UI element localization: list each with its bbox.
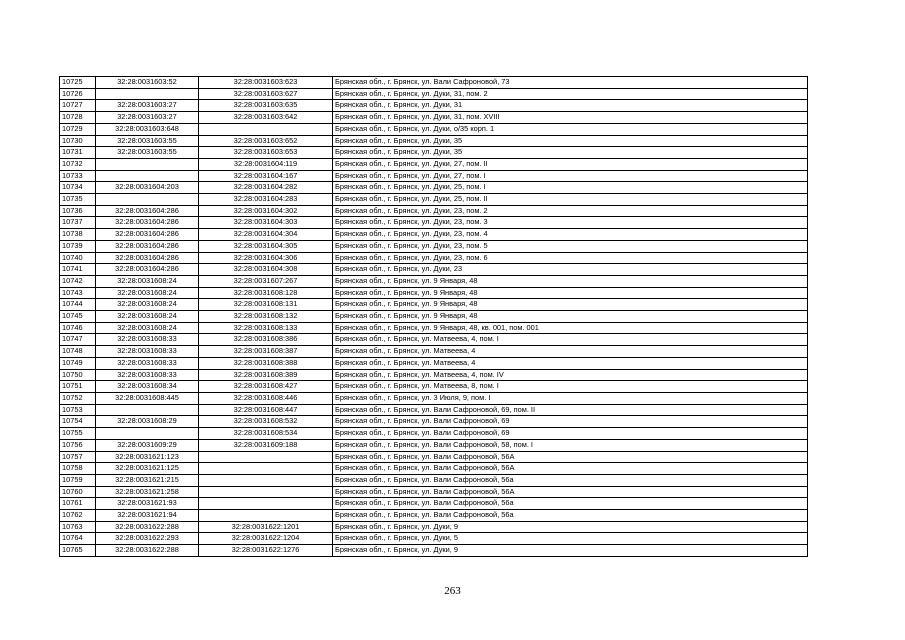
building-cadastral-number-cell: 32:28:0031608:133	[199, 322, 333, 334]
building-cadastral-number-cell: 32:28:0031603:653	[199, 147, 333, 159]
table-row	[60, 229, 808, 241]
land-cadastral-number-cell: 32:28:0031608:24	[96, 311, 199, 323]
table-row	[60, 299, 808, 311]
land-cadastral-number-cell: 32:28:0031604:286	[96, 229, 199, 241]
land-cadastral-number-cell: 32:28:0031604:203	[96, 182, 199, 194]
table-row	[60, 194, 808, 206]
table-row	[60, 147, 808, 159]
land-cadastral-number-cell: 32:28:0031608:33	[96, 357, 199, 369]
row-number-cell: 10753	[60, 404, 96, 416]
row-number-cell: 10750	[60, 369, 96, 381]
address-cell: Брянская обл., г. Брянск, ул. Матвеева, 4	[333, 357, 808, 369]
records-table-body	[60, 77, 808, 557]
land-cadastral-number-cell: 32:28:0031608:33	[96, 369, 199, 381]
table-row	[60, 264, 808, 276]
building-cadastral-number-cell	[199, 486, 333, 498]
address-cell: Брянская обл., г. Брянск, ул. Вали Сафроновой, 69	[333, 416, 808, 428]
address-cell: Брянская обл., г. Брянск, ул. Дуки, 27, пом. II	[333, 158, 808, 170]
address-cell: Брянская обл., г. Брянск, ул. Дуки, 23, пом. 2	[333, 205, 808, 217]
row-number-cell: 10762	[60, 510, 96, 522]
land-cadastral-number-cell	[96, 88, 199, 100]
building-cadastral-number-cell: 32:28:0031603:642	[199, 112, 333, 124]
building-cadastral-number-cell: 32:28:0031608:446	[199, 392, 333, 404]
land-cadastral-number-cell: 32:28:0031608:24	[96, 299, 199, 311]
table-row	[60, 135, 808, 147]
address-cell: Брянская обл., г. Брянск, ул. Дуки, 35	[333, 135, 808, 147]
address-cell: Брянская обл., г. Брянск, ул. Вали Сафроновой, 56А	[333, 463, 808, 475]
land-cadastral-number-cell: 32:28:0031603:52	[96, 77, 199, 89]
row-number-cell: 10763	[60, 521, 96, 533]
building-cadastral-number-cell: 32:28:0031608:387	[199, 346, 333, 358]
land-cadastral-number-cell: 32:28:0031603:27	[96, 100, 199, 112]
records-table	[59, 76, 808, 557]
land-cadastral-number-cell: 32:28:0031603:55	[96, 147, 199, 159]
row-number-cell: 10726	[60, 88, 96, 100]
table-row	[60, 369, 808, 381]
address-cell: Брянская обл., г. Брянск, ул. Вали Сафроновой, 56а	[333, 510, 808, 522]
address-cell: Брянская обл., г. Брянск, ул. Дуки, 9	[333, 545, 808, 557]
building-cadastral-number-cell: 32:28:0031604:167	[199, 170, 333, 182]
building-cadastral-number-cell: 32:28:0031604:303	[199, 217, 333, 229]
land-cadastral-number-cell	[96, 428, 199, 440]
address-cell: Брянская обл., г. Брянск, ул. Вали Сафроновой, 56А	[333, 451, 808, 463]
address-cell: Брянская обл., г. Брянск, ул. 9 Января, 48	[333, 311, 808, 323]
building-cadastral-number-cell: 32:28:0031603:635	[199, 100, 333, 112]
land-cadastral-number-cell: 32:28:0031608:33	[96, 346, 199, 358]
row-number-cell: 10752	[60, 392, 96, 404]
row-number-cell: 10736	[60, 205, 96, 217]
row-number-cell: 10747	[60, 334, 96, 346]
table-row	[60, 158, 808, 170]
land-cadastral-number-cell: 32:28:0031604:286	[96, 240, 199, 252]
table-row	[60, 392, 808, 404]
land-cadastral-number-cell	[96, 158, 199, 170]
building-cadastral-number-cell: 32:28:0031609:188	[199, 439, 333, 451]
row-number-cell: 10728	[60, 112, 96, 124]
row-number-cell: 10740	[60, 252, 96, 264]
building-cadastral-number-cell: 32:28:0031604:119	[199, 158, 333, 170]
table-row	[60, 170, 808, 182]
land-cadastral-number-cell: 32:28:0031622:288	[96, 545, 199, 557]
land-cadastral-number-cell: 32:28:0031608:24	[96, 287, 199, 299]
table-row	[60, 205, 808, 217]
table-row	[60, 217, 808, 229]
building-cadastral-number-cell: 32:28:0031604:306	[199, 252, 333, 264]
building-cadastral-number-cell	[199, 510, 333, 522]
row-number-cell: 10755	[60, 428, 96, 440]
land-cadastral-number-cell: 32:28:0031609:29	[96, 439, 199, 451]
address-cell: Брянская обл., г. Брянск, ул. 9 Января, 48	[333, 275, 808, 287]
address-cell: Брянская обл., г. Брянск, ул. Дуки, 23, пом. 6	[333, 252, 808, 264]
table-row	[60, 112, 808, 124]
land-cadastral-number-cell: 32:28:0031621:215	[96, 474, 199, 486]
building-cadastral-number-cell: 32:28:0031608:534	[199, 428, 333, 440]
land-cadastral-number-cell: 32:28:0031608:33	[96, 334, 199, 346]
building-cadastral-number-cell: 32:28:0031604:305	[199, 240, 333, 252]
building-cadastral-number-cell: 32:28:0031608:447	[199, 404, 333, 416]
table-row	[60, 533, 808, 545]
table-row	[60, 474, 808, 486]
row-number-cell: 10760	[60, 486, 96, 498]
land-cadastral-number-cell: 32:28:0031603:55	[96, 135, 199, 147]
table-row	[60, 240, 808, 252]
table-row	[60, 287, 808, 299]
land-cadastral-number-cell: 32:28:0031608:34	[96, 381, 199, 393]
table-row	[60, 334, 808, 346]
building-cadastral-number-cell	[199, 463, 333, 475]
table-row	[60, 510, 808, 522]
building-cadastral-number-cell: 32:28:0031604:282	[199, 182, 333, 194]
land-cadastral-number-cell: 32:28:0031622:288	[96, 521, 199, 533]
table-row	[60, 404, 808, 416]
building-cadastral-number-cell: 32:28:0031622:1204	[199, 533, 333, 545]
land-cadastral-number-cell: 32:28:0031621:258	[96, 486, 199, 498]
building-cadastral-number-cell	[199, 123, 333, 135]
land-cadastral-number-cell: 32:28:0031603:648	[96, 123, 199, 135]
table-row	[60, 275, 808, 287]
address-cell: Брянская обл., г. Брянск, ул. Матвеева, 8, пом. I	[333, 381, 808, 393]
address-cell: Брянская обл., г. Брянск, ул. Матвеева, 4, пом. I	[333, 334, 808, 346]
address-cell: Брянская обл., г. Брянск, ул. Дуки, 31, пом. XVIII	[333, 112, 808, 124]
row-number-cell: 10745	[60, 311, 96, 323]
building-cadastral-number-cell: 32:28:0031603:623	[199, 77, 333, 89]
land-cadastral-number-cell	[96, 194, 199, 206]
land-cadastral-number-cell: 32:28:0031608:24	[96, 275, 199, 287]
building-cadastral-number-cell	[199, 451, 333, 463]
building-cadastral-number-cell: 32:28:0031604:308	[199, 264, 333, 276]
row-number-cell: 10738	[60, 229, 96, 241]
building-cadastral-number-cell: 32:28:0031604:283	[199, 194, 333, 206]
address-cell: Брянская обл., г. Брянск, ул. Дуки, 23, пом. 5	[333, 240, 808, 252]
land-cadastral-number-cell: 32:28:0031604:286	[96, 205, 199, 217]
row-number-cell: 10748	[60, 346, 96, 358]
row-number-cell: 10734	[60, 182, 96, 194]
table-row	[60, 123, 808, 135]
row-number-cell: 10756	[60, 439, 96, 451]
address-cell: Брянская обл., г. Брянск, ул. Дуки, 31, пом. 2	[333, 88, 808, 100]
row-number-cell: 10731	[60, 147, 96, 159]
table-row	[60, 486, 808, 498]
table-row	[60, 357, 808, 369]
table-row	[60, 182, 808, 194]
page-number: 263	[444, 585, 461, 597]
building-cadastral-number-cell: 32:28:0031608:386	[199, 334, 333, 346]
table-row	[60, 346, 808, 358]
building-cadastral-number-cell: 32:28:0031622:1276	[199, 545, 333, 557]
table-row	[60, 252, 808, 264]
table-row	[60, 77, 808, 89]
table-row	[60, 463, 808, 475]
address-cell: Брянская обл., г. Брянск, ул. Дуки, 23	[333, 264, 808, 276]
row-number-cell: 10737	[60, 217, 96, 229]
row-number-cell: 10759	[60, 474, 96, 486]
table-row	[60, 439, 808, 451]
address-cell: Брянская обл., г. Брянск, ул. Дуки, 23, пом. 3	[333, 217, 808, 229]
row-number-cell: 10746	[60, 322, 96, 334]
land-cadastral-number-cell	[96, 404, 199, 416]
building-cadastral-number-cell: 32:28:0031622:1201	[199, 521, 333, 533]
address-cell: Брянская обл., г. Брянск, ул. Дуки, 35	[333, 147, 808, 159]
address-cell: Брянская обл., г. Брянск, ул. Дуки, 25, пом. II	[333, 194, 808, 206]
row-number-cell: 10732	[60, 158, 96, 170]
building-cadastral-number-cell: 32:28:0031607:267	[199, 275, 333, 287]
land-cadastral-number-cell: 32:28:0031621:93	[96, 498, 199, 510]
building-cadastral-number-cell: 32:28:0031608:389	[199, 369, 333, 381]
address-cell: Брянская обл., г. Брянск, ул. Вали Сафроновой, 56А	[333, 486, 808, 498]
row-number-cell: 10764	[60, 533, 96, 545]
land-cadastral-number-cell: 32:28:0031621:123	[96, 451, 199, 463]
address-cell: Брянская обл., г. Брянск, ул. Дуки, 23, пом. 4	[333, 229, 808, 241]
table-row	[60, 381, 808, 393]
address-cell: Брянская обл., г. Брянск, ул. Матвеева, 4	[333, 346, 808, 358]
building-cadastral-number-cell: 32:28:0031608:532	[199, 416, 333, 428]
address-cell: Брянская обл., г. Брянск, ул. Дуки, о/35 корп. 1	[333, 123, 808, 135]
address-cell: Брянская обл., г. Брянск, ул. Матвеева, 4, пом. IV	[333, 369, 808, 381]
row-number-cell: 10743	[60, 287, 96, 299]
building-cadastral-number-cell: 32:28:0031603:652	[199, 135, 333, 147]
row-number-cell: 10744	[60, 299, 96, 311]
address-cell: Брянская обл., г. Брянск, ул. Дуки, 31	[333, 100, 808, 112]
address-cell: Брянская обл., г. Брянск, ул. 9 Января, 48	[333, 287, 808, 299]
row-number-cell: 10742	[60, 275, 96, 287]
address-cell: Брянская обл., г. Брянск, ул. 3 Июля, 9, пом. I	[333, 392, 808, 404]
building-cadastral-number-cell: 32:28:0031604:302	[199, 205, 333, 217]
building-cadastral-number-cell	[199, 474, 333, 486]
address-cell: Брянская обл., г. Брянск, ул. Вали Сафроновой, 58, пом. I	[333, 439, 808, 451]
row-number-cell: 10735	[60, 194, 96, 206]
land-cadastral-number-cell: 32:28:0031622:293	[96, 533, 199, 545]
table-row	[60, 521, 808, 533]
address-cell: Брянская обл., г. Брянск, ул. Вали Сафроновой, 69, пом. II	[333, 404, 808, 416]
row-number-cell: 10758	[60, 463, 96, 475]
address-cell: Брянская обл., г. Брянск, ул. Дуки, 5	[333, 533, 808, 545]
row-number-cell: 10757	[60, 451, 96, 463]
row-number-cell: 10741	[60, 264, 96, 276]
land-cadastral-number-cell: 32:28:0031621:94	[96, 510, 199, 522]
table-row	[60, 100, 808, 112]
row-number-cell: 10761	[60, 498, 96, 510]
row-number-cell: 10765	[60, 545, 96, 557]
row-number-cell: 10730	[60, 135, 96, 147]
row-number-cell: 10751	[60, 381, 96, 393]
address-cell: Брянская обл., г. Брянск, ул. Дуки, 9	[333, 521, 808, 533]
address-cell: Брянская обл., г. Брянск, ул. Вали Сафроновой, 73	[333, 77, 808, 89]
land-cadastral-number-cell: 32:28:0031603:27	[96, 112, 199, 124]
land-cadastral-number-cell	[96, 170, 199, 182]
land-cadastral-number-cell: 32:28:0031621:125	[96, 463, 199, 475]
row-number-cell: 10749	[60, 357, 96, 369]
row-number-cell: 10729	[60, 123, 96, 135]
land-cadastral-number-cell: 32:28:0031604:286	[96, 217, 199, 229]
row-number-cell: 10739	[60, 240, 96, 252]
land-cadastral-number-cell: 32:28:0031608:445	[96, 392, 199, 404]
table-row	[60, 311, 808, 323]
table-row	[60, 545, 808, 557]
building-cadastral-number-cell: 32:28:0031608:427	[199, 381, 333, 393]
row-number-cell: 10754	[60, 416, 96, 428]
land-cadastral-number-cell: 32:28:0031608:29	[96, 416, 199, 428]
building-cadastral-number-cell: 32:28:0031608:132	[199, 311, 333, 323]
table-row	[60, 498, 808, 510]
table-row	[60, 451, 808, 463]
building-cadastral-number-cell: 32:28:0031608:131	[199, 299, 333, 311]
table-row	[60, 416, 808, 428]
building-cadastral-number-cell: 32:28:0031603:627	[199, 88, 333, 100]
building-cadastral-number-cell: 32:28:0031604:304	[199, 229, 333, 241]
table-row	[60, 428, 808, 440]
building-cadastral-number-cell: 32:28:0031608:128	[199, 287, 333, 299]
building-cadastral-number-cell	[199, 498, 333, 510]
address-cell: Брянская обл., г. Брянск, ул. 9 Января, 48	[333, 299, 808, 311]
address-cell: Брянская обл., г. Брянск, ул. Дуки, 25, пом. I	[333, 182, 808, 194]
row-number-cell: 10727	[60, 100, 96, 112]
building-cadastral-number-cell: 32:28:0031608:388	[199, 357, 333, 369]
table-row	[60, 322, 808, 334]
land-cadastral-number-cell: 32:28:0031604:286	[96, 264, 199, 276]
address-cell: Брянская обл., г. Брянск, ул. Вали Сафроновой, 69	[333, 428, 808, 440]
address-cell: Брянская обл., г. Брянск, ул. Вали Сафроновой, 56а	[333, 498, 808, 510]
row-number-cell: 10733	[60, 170, 96, 182]
table-row	[60, 88, 808, 100]
address-cell: Брянская обл., г. Брянск, ул. Вали Сафроновой, 56а	[333, 474, 808, 486]
land-cadastral-number-cell: 32:28:0031608:24	[96, 322, 199, 334]
row-number-cell: 10725	[60, 77, 96, 89]
address-cell: Брянская обл., г. Брянск, ул. 9 Января, 48, кв. 001, пом. 001	[333, 322, 808, 334]
land-cadastral-number-cell: 32:28:0031604:286	[96, 252, 199, 264]
address-cell: Брянская обл., г. Брянск, ул. Дуки, 27, пом. I	[333, 170, 808, 182]
